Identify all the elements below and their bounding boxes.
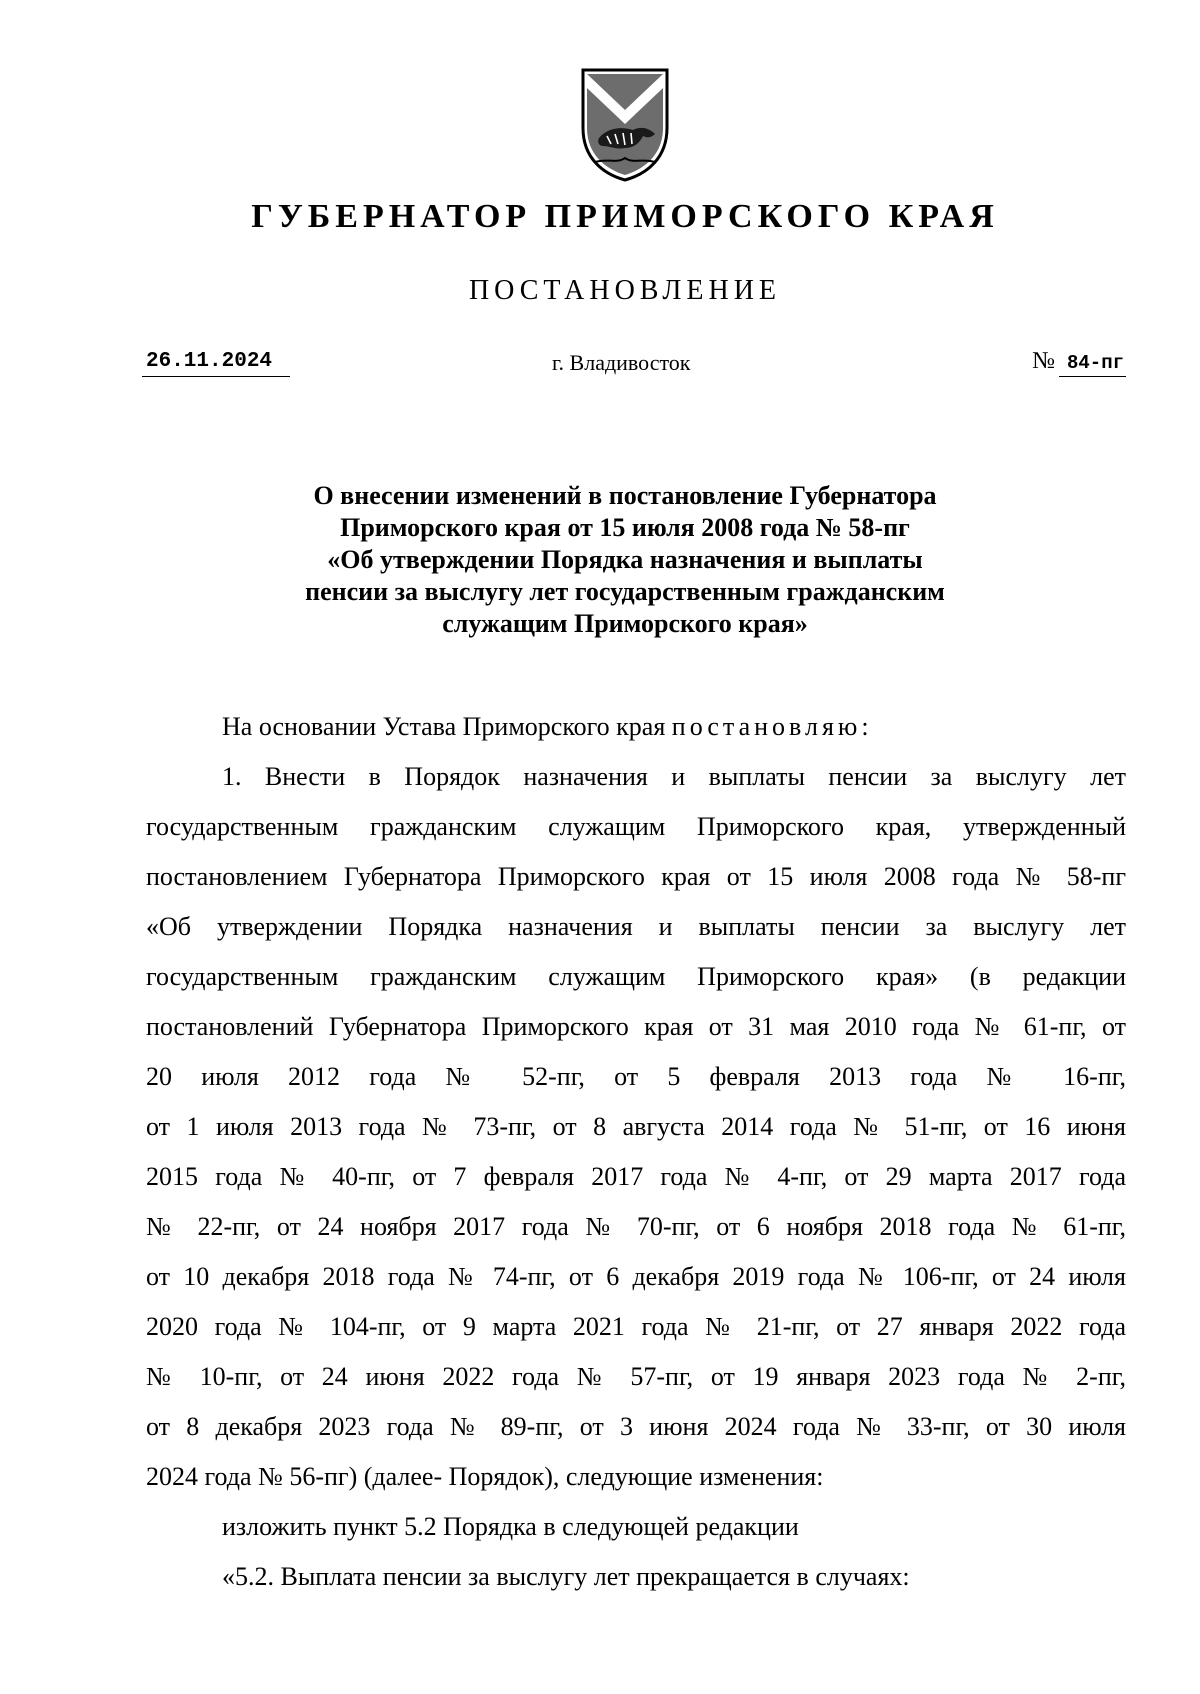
clause-1-tail: изложить пункт 5.2 Порядка в следующей редакции [222, 1512, 799, 1541]
issuing-authority: ГУБЕРНАТОР ПРИМОРСКОГО КРАЯ [251, 198, 999, 235]
document-meta-row [142, 350, 1126, 390]
document-number [1032, 348, 1126, 377]
document-type: ПОСТАНОВЛЕНИЕ [468, 275, 782, 306]
number-value: 84-пг [1059, 352, 1126, 377]
title-line: О внесении изменений в постановление Губернатора [313, 481, 937, 510]
title-line: служащим Приморского края» [442, 609, 808, 638]
title-line: «Об утверждении Порядка назначения и выплаты [327, 545, 923, 574]
clause-line: 2024 года № 56-пг) (далее- Порядок), следующие изменения: [146, 1462, 824, 1491]
document-date: 26.11.2024 [142, 350, 290, 377]
coat-of-arms-emblem [577, 66, 673, 184]
preamble-resolution-word: постановляю: [671, 712, 873, 741]
number-sign: № [1032, 348, 1055, 374]
clause-line: 20 июля 2012 года № 52-пг, от 5 февраля 2013 года № 16-пг, [146, 1062, 1126, 1091]
clause-line: 2015 года № 40-пг, от 7 февраля 2017 года № 4-пг, от 29 марта 2017 года [146, 1162, 1126, 1191]
clause-line: 2020 года № 104-пг, от 9 марта 2021 года № 21-пг, от 27 января 2022 года [146, 1312, 1126, 1341]
document-body [146, 702, 1126, 1602]
clause-1-paragraph [146, 752, 1126, 1502]
document-city: г. Владивосток [552, 350, 691, 375]
document-title [180, 480, 1070, 640]
preamble-text: На основании Устава Приморского края [222, 712, 666, 741]
clause-line: постановлений Губернатора Приморского края от 31 мая 2010 года № 61-пг, от [146, 1012, 1126, 1041]
title-line: Приморского края от 15 июля 2008 года № 58-пг [340, 513, 910, 542]
clause-line: от 1 июля 2013 года № 73-пг, от 8 августа 2014 года № 51-пг, от 16 июня [146, 1112, 1126, 1141]
clause-5-2-start: «5.2. Выплата пенсии за выслугу лет прекращается в случаях: [222, 1562, 910, 1591]
preamble-paragraph [146, 702, 1126, 752]
clause-line: 1. Внести в Порядок назначения и выплаты пенсии за выслугу лет [222, 762, 1126, 791]
title-line: пенсии за выслугу лет государственным гражданским [305, 577, 945, 606]
clause-line: «Об утверждении Порядка назначения и выплаты пенсии за выслугу лет [146, 912, 1126, 941]
clause-line: постановлением Губернатора Приморского края от 15 июля 2008 года № 58-пг [146, 862, 1126, 891]
clause-line: № 22-пг, от 24 ноября 2017 года № 70-пг, от 6 ноября 2018 года № 61-пг, [146, 1212, 1126, 1241]
clause-line: государственным гражданским служащим Приморского края» (в редакции [146, 962, 1126, 991]
clause-line: № 10-пг, от 24 июня 2022 года № 57-пг, от 19 января 2023 года № 2-пг, [146, 1362, 1126, 1391]
clause-line: государственным гражданским служащим Приморского края, утвержденный [146, 812, 1126, 841]
clause-line: от 8 декабря 2023 года № 89-пг, от 3 июня 2024 года № 33-пг, от 30 июля [146, 1412, 1126, 1441]
clause-line: от 10 декабря 2018 года № 74-пг, от 6 декабря 2019 года № 106-пг, от 24 июля [146, 1262, 1126, 1291]
